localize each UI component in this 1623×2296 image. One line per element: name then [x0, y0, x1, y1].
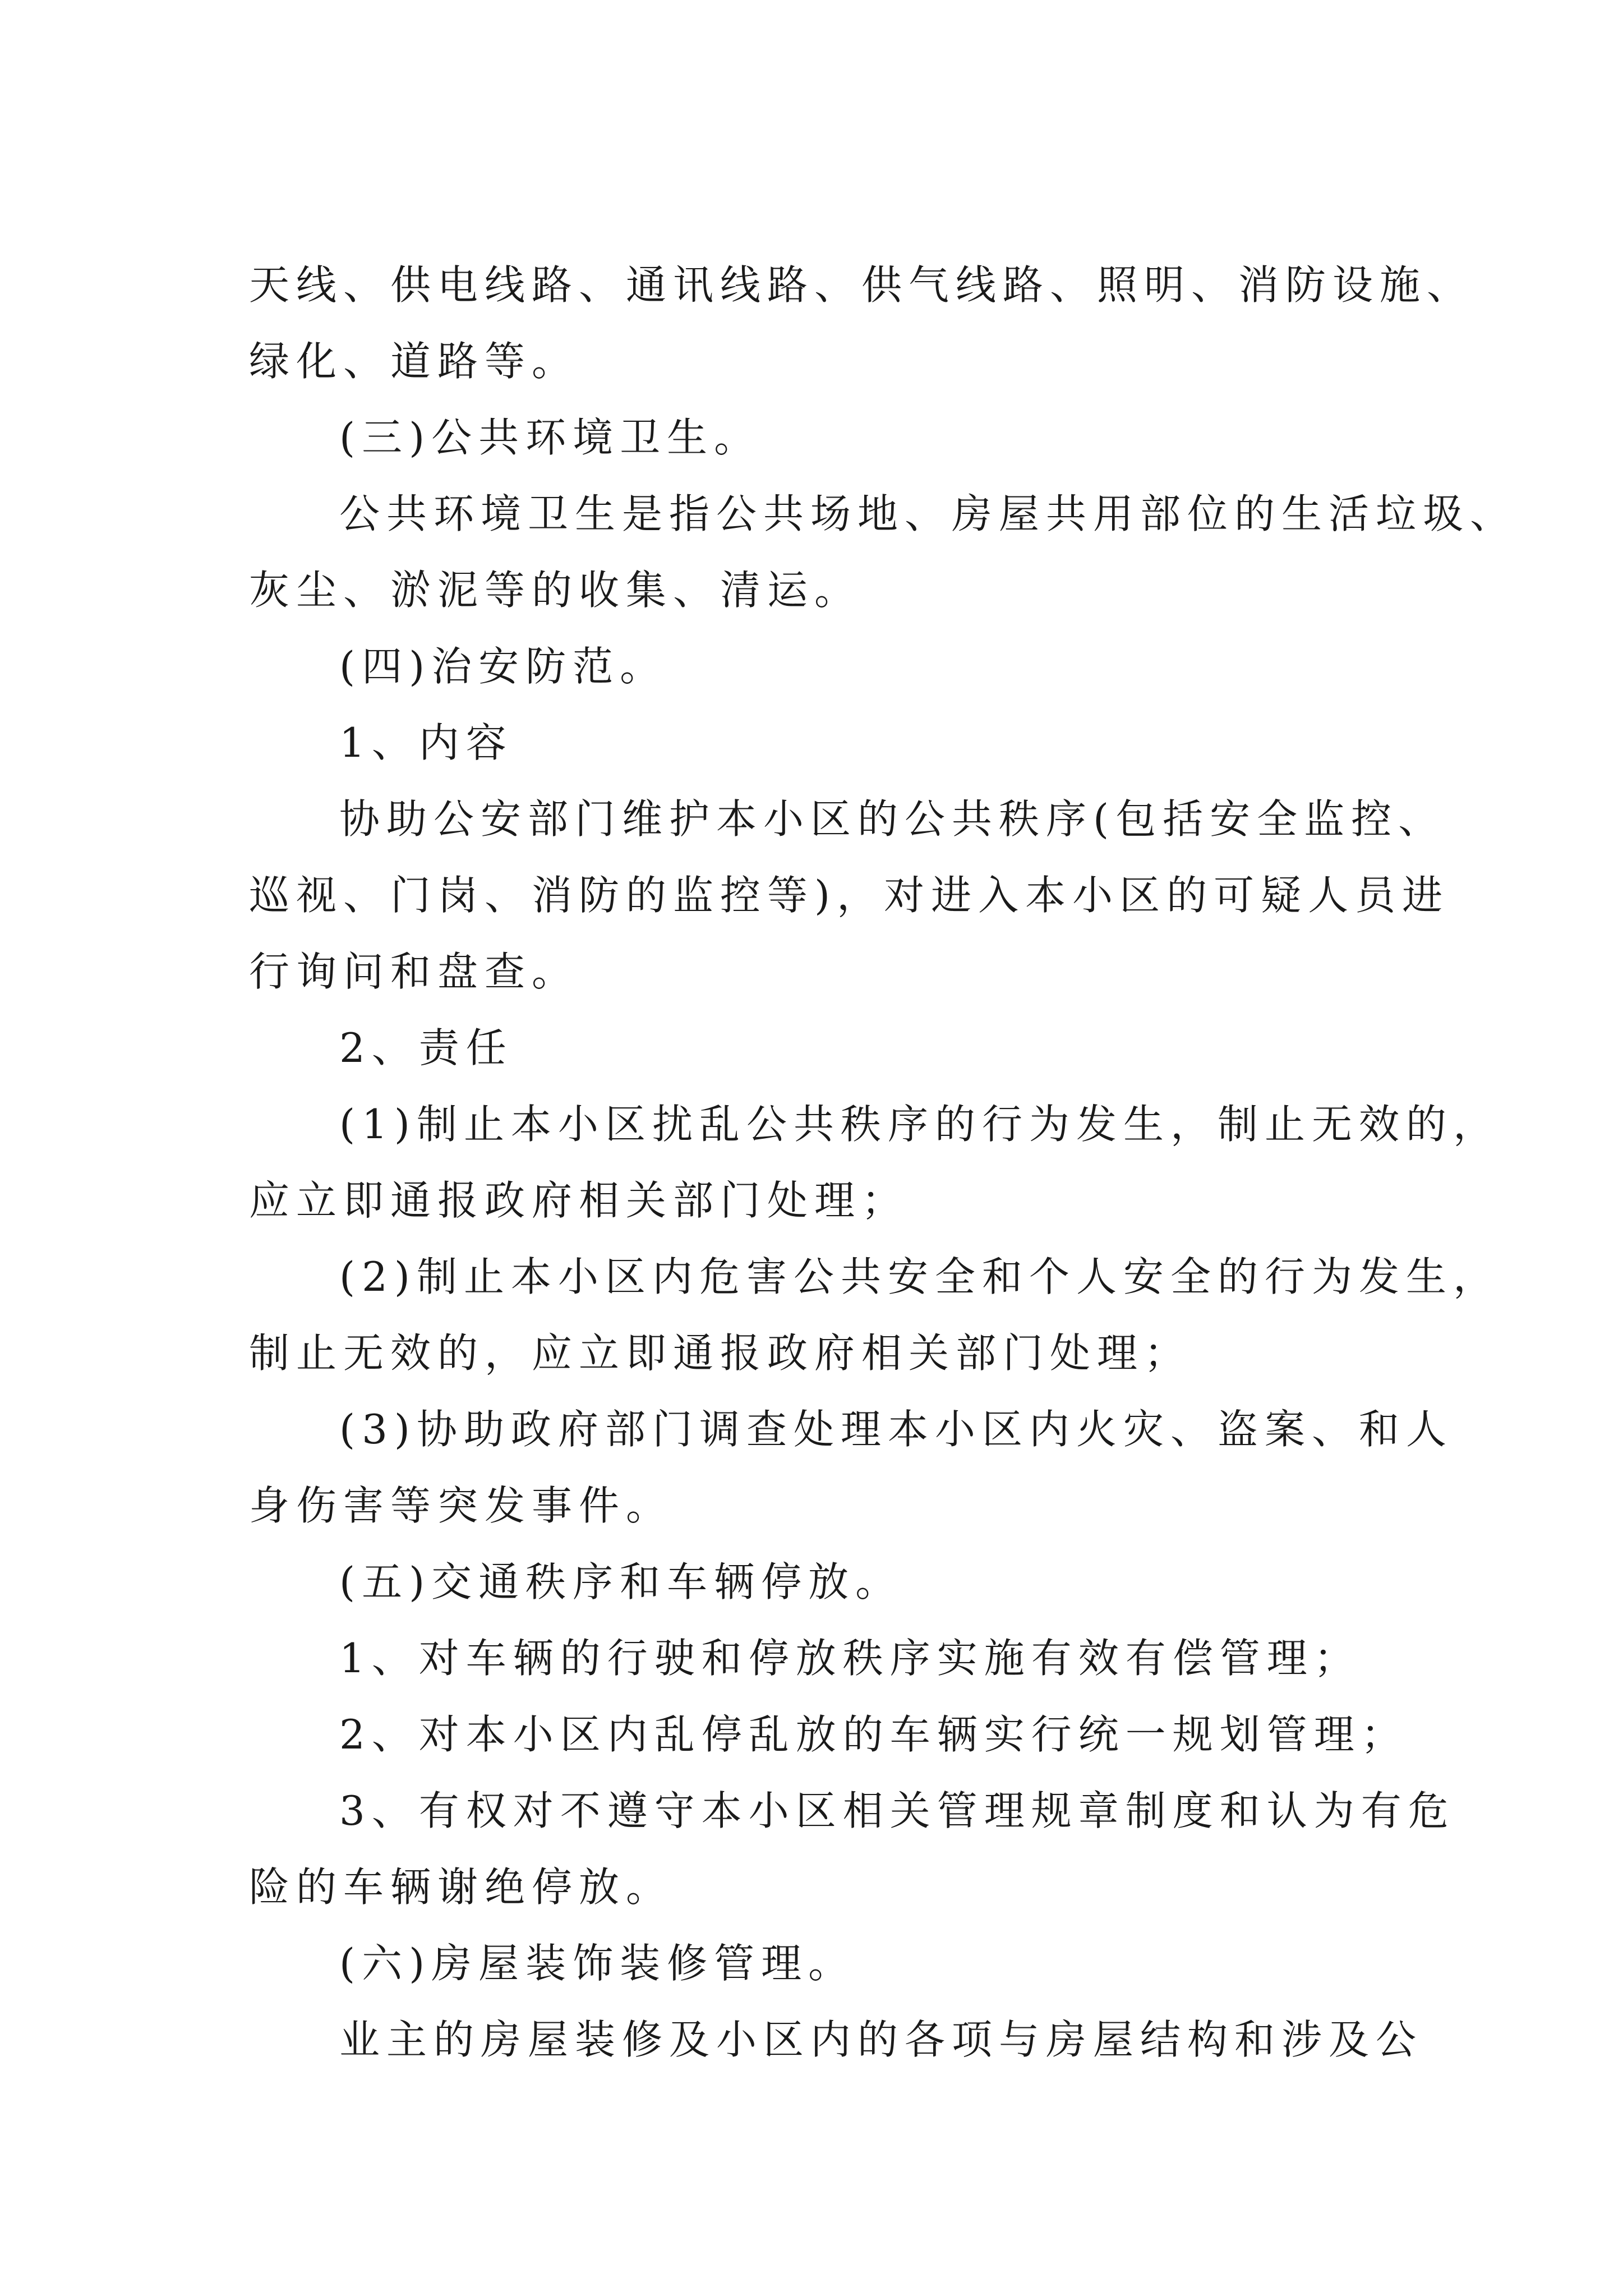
text-line: 行询问和盘查。 — [249, 948, 579, 995]
section-heading: (六)房屋装饰装修管理。 — [339, 1940, 856, 1987]
text-line: 绿化、道路等。 — [249, 338, 579, 385]
text-line: 制止无效的，应立即通报政府相关部门处理； — [249, 1329, 1192, 1377]
text-line: 巡视、门岗、消防的监控等)，对进入本小区的可疑人员进 — [249, 872, 1450, 919]
list-item: 3、有权对不遵守本小区相关管理规章制度和认为有危 — [339, 1787, 1455, 1834]
section-heading: (三)公共环境卫生。 — [339, 414, 762, 461]
text-line: 协助公安部门维护本小区的公共秩序(包括安全监控、 — [339, 795, 1446, 843]
text-line: 天线、供电线路、通讯线路、供气线路、照明、消防设施、 — [249, 261, 1474, 309]
text-line: 身伤害等突发事件。 — [249, 1482, 674, 1529]
text-line: 业主的房屋装修及小区内的各项与房屋结构和涉及公 — [339, 2016, 1423, 2063]
subsection-heading: 1、内容 — [339, 719, 513, 766]
text-line: 公共环境卫生是指公共场地、房屋共用部位的生活垃圾、 — [339, 490, 1518, 537]
list-item: 2、对本小区内乱停乱放的车辆实行统一规划管理； — [339, 1711, 1408, 1758]
text-line: 险的车辆谢绝停放。 — [249, 1864, 674, 1911]
text-line: 应立即通报政府相关部门处理； — [249, 1177, 909, 1224]
section-heading: (四)治安防范。 — [339, 643, 667, 690]
section-heading: (五)交通秩序和车辆停放。 — [339, 1558, 903, 1605]
list-item: (2)制止本小区内危害公共安全和个人安全的行为发生， — [339, 1253, 1500, 1300]
list-item: 1、对车辆的行驶和停放秩序实施有效有偿管理； — [339, 1635, 1361, 1682]
list-item: (3)协助政府部门调查处理本小区内火灾、盗案、和人 — [339, 1406, 1453, 1453]
subsection-heading: 2、责任 — [339, 1024, 513, 1071]
text-line: 灰尘、淤泥等的收集、清运。 — [249, 567, 862, 614]
list-item: (1)制止本小区扰乱公共秩序的行为发生，制止无效的， — [339, 1101, 1500, 1148]
